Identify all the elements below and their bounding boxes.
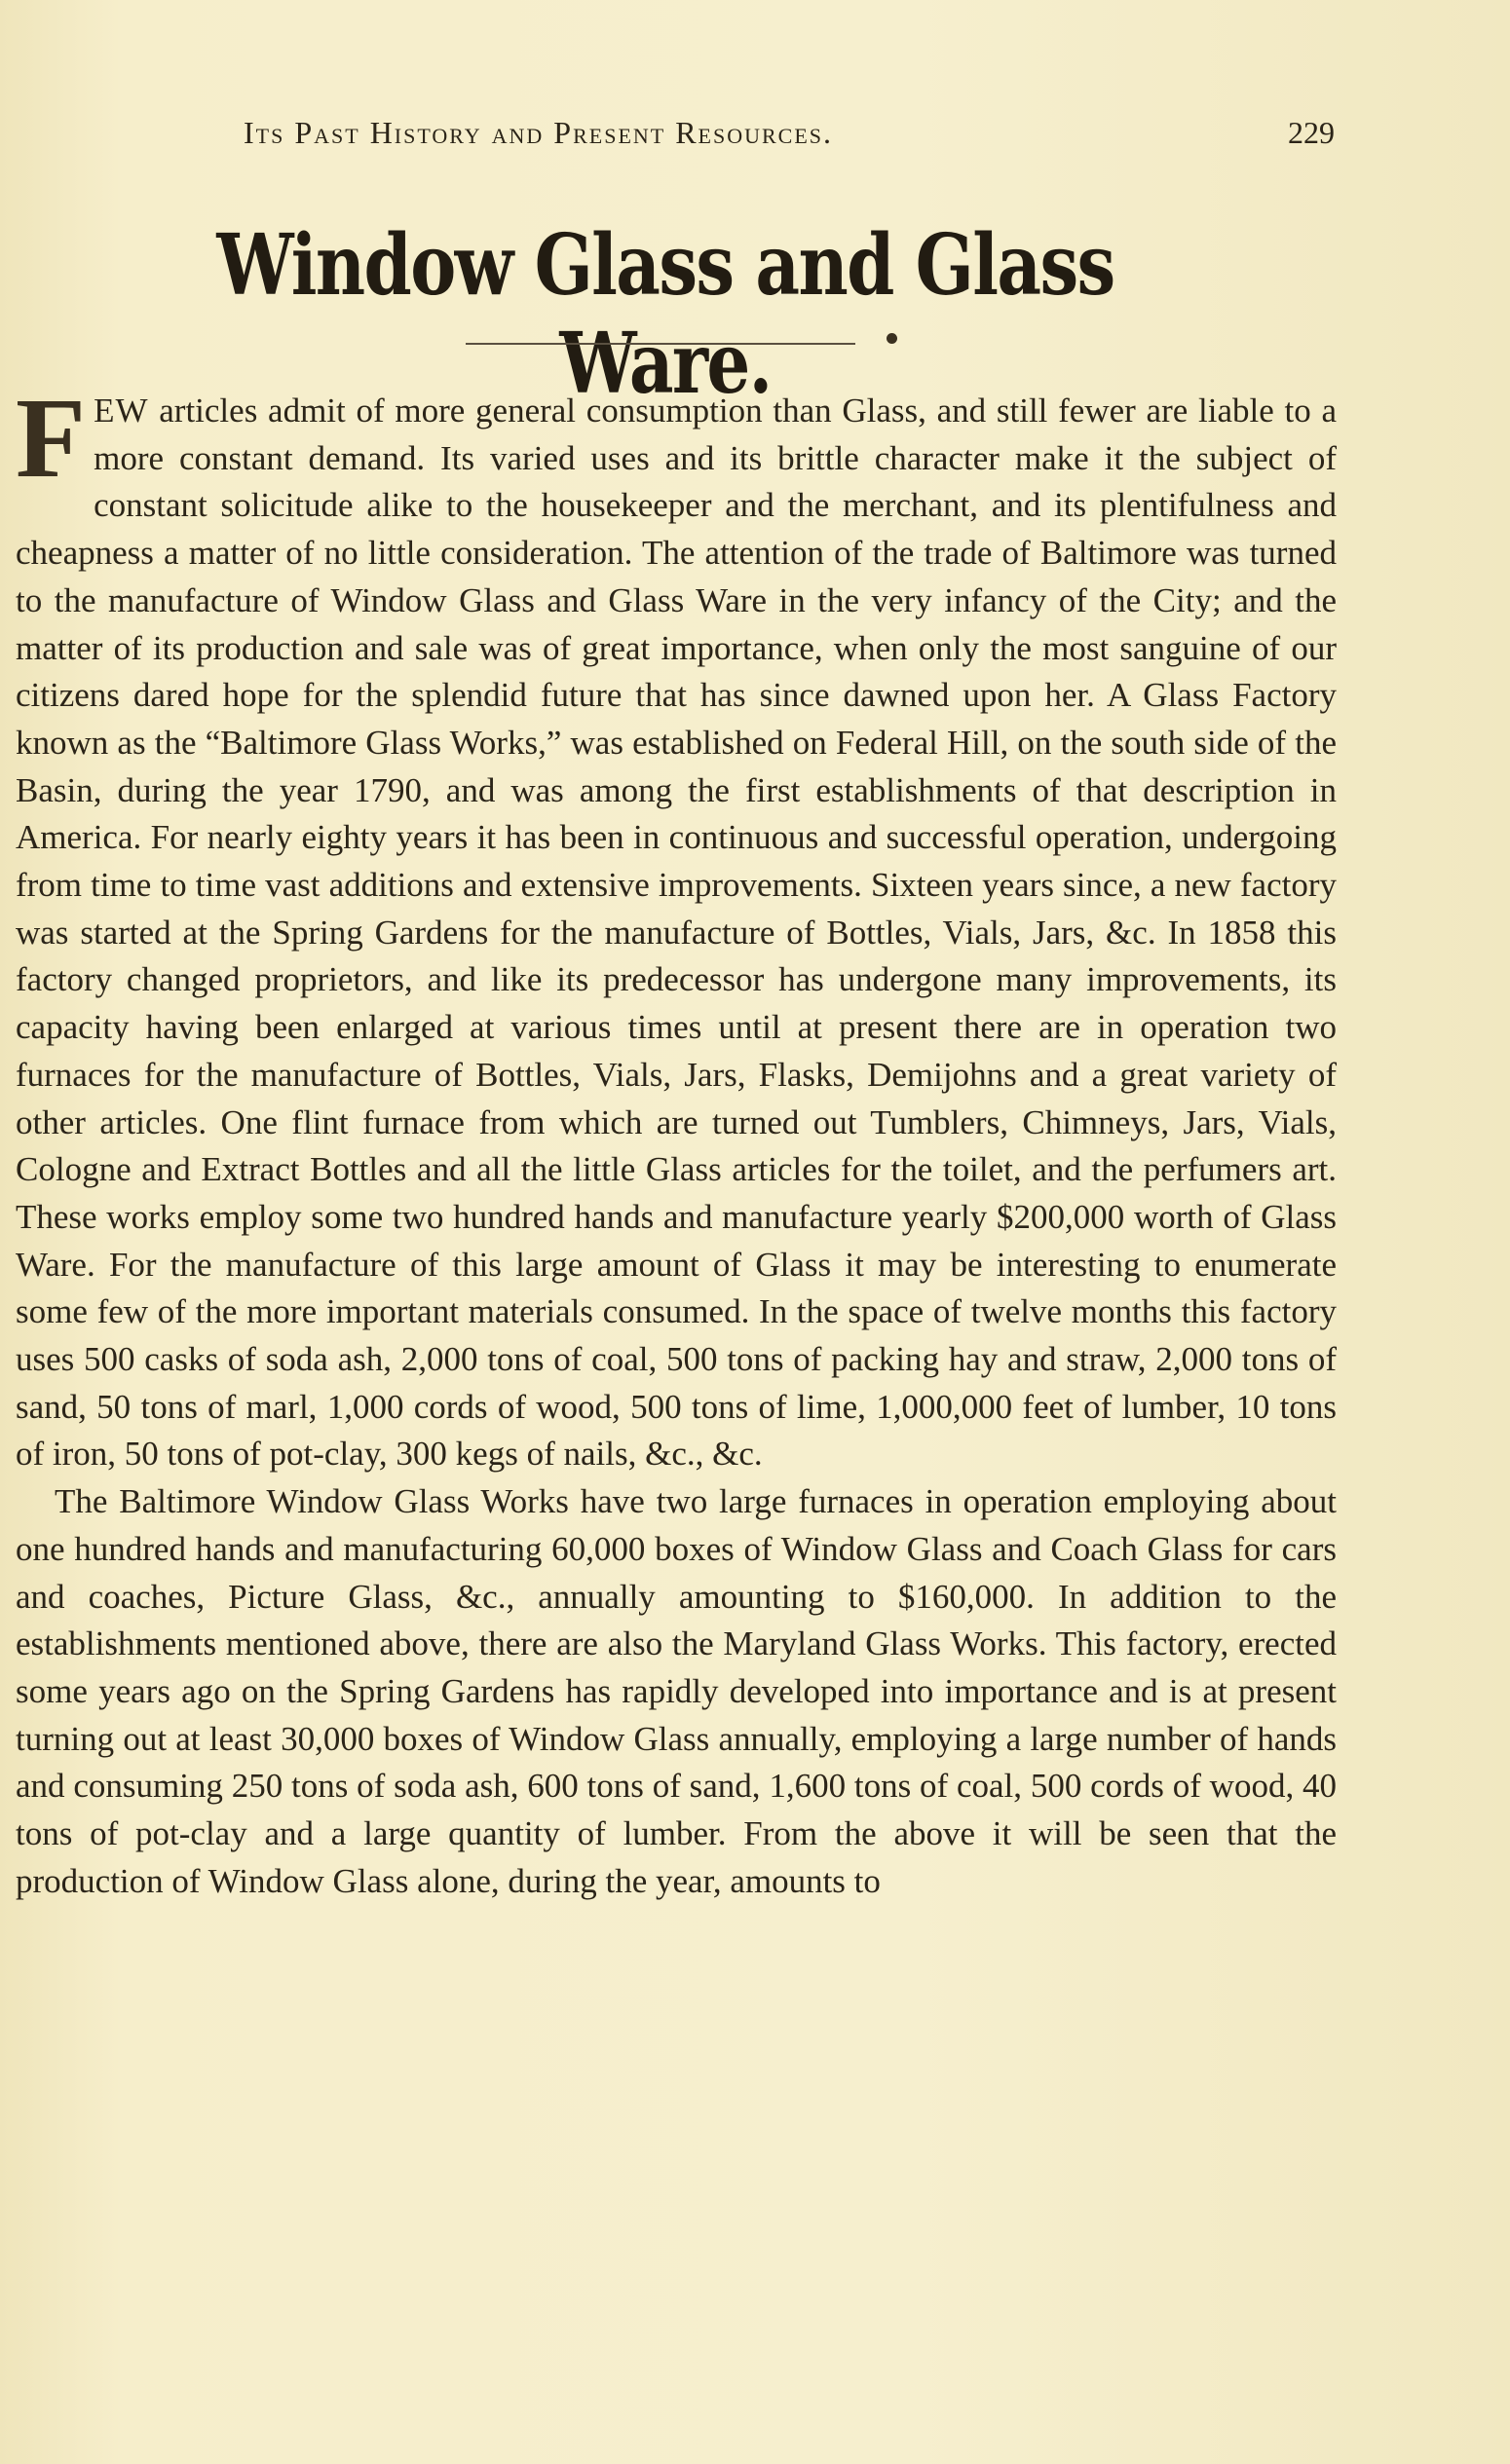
section-heading: Window Glass and Glass Ware. (216, 216, 1114, 413)
paragraph-2: The Baltimore Window Glass Works have two large furnaces in operation employing about one hundred hands and manufacturing 60,000 boxes of Window Glass and Coach Glass for cars and coaches, Picture Glass, &c., annually amounting to $160,000. In addition to the establishments mentioned above, there are also the Maryland Glass Works. This factory, erected some years ago on the Spring Gardens has rapidly developed into importance and is at present turning out at least 30,000 boxes of Window Glass annually, employing a large number of hands and consuming 250 tons of soda ash, 600 tons of sand, 1,600 tons of coal, 500 cords of wood, 40 tons of pot-clay and a large quantity of lumber. From the above it will be seen that the production of Window Glass alone, during the year, amounts to (16, 1482, 1337, 1900)
ornamental-rule (466, 343, 855, 345)
running-head-title: Its Past History and Present Resources. (244, 115, 834, 150)
body-text (16, 374, 1337, 1906)
rule-dot (887, 333, 897, 344)
lead-text: EW (94, 392, 149, 429)
paragraph-1-text: articles admit of more general consumption than Glass, and still fewer are liable to a more constant demand. Its varied uses and its brittle character make it the subject of constant solicitude alike to the housekeeper and the merchant, and its plentifulness and cheapness a matter of no little consideration. The attention of the trade of Baltimore was turned to the manufacture of Window Glass and Glass Ware in the very infancy of the City; and the matter of its production and sale was of great importance, when only the most sanguine of our citizens dared hope for the splendid future that has since dawned upon her. A Glass Factory known as the “Baltimore Glass Works,” was established on Federal Hill, on the south side of the Basin, during the year 1790, and was among the first establishments of that description in America. For nearly eighty years it has been in continuous and successful operation, undergoing from time to time vast additions and extensive improvements. Sixteen years since, a new factory was started at the Spring Gardens for the manufacture of Bottles, Vials, Jars, &c. In 1858 this factory changed proprietors, and like its predecessor has undergone many improvements, its capacity having been enlarged at various times until at present there are in operation two furnaces for the manufacture of Bottles, Vials, Jars, Flasks, Demijohns and a great variety of other articles. One flint furnace from which are turned out Tumblers, Chimneys, Jars, Vials, Cologne and Extract Bottles and all the little Glass articles for the toilet, and the perfumers art. These works employ some two hundred hands and manufacture yearly $200,000 worth of Glass Ware. For the manufacture of this large amount of Glass it may be interesting to enumerate some few of the more important materials consumed. In the space of twelve months this factory uses 500 casks of soda ash, 2,000 tons of coal, 500 tons of packing hay and straw, 2,000 tons of sand, 50 tons of marl, 1,000 cords of wood, 500 tons of lime, 1,000,000 feet of lumber, 10 tons of iron, 50 tons of pot-clay, 300 kegs of nails, &c., &c. (16, 392, 1337, 1474)
drop-cap: F (16, 374, 87, 502)
page-number: 229 (1288, 115, 1335, 150)
paragraph-1 (16, 374, 1337, 1478)
